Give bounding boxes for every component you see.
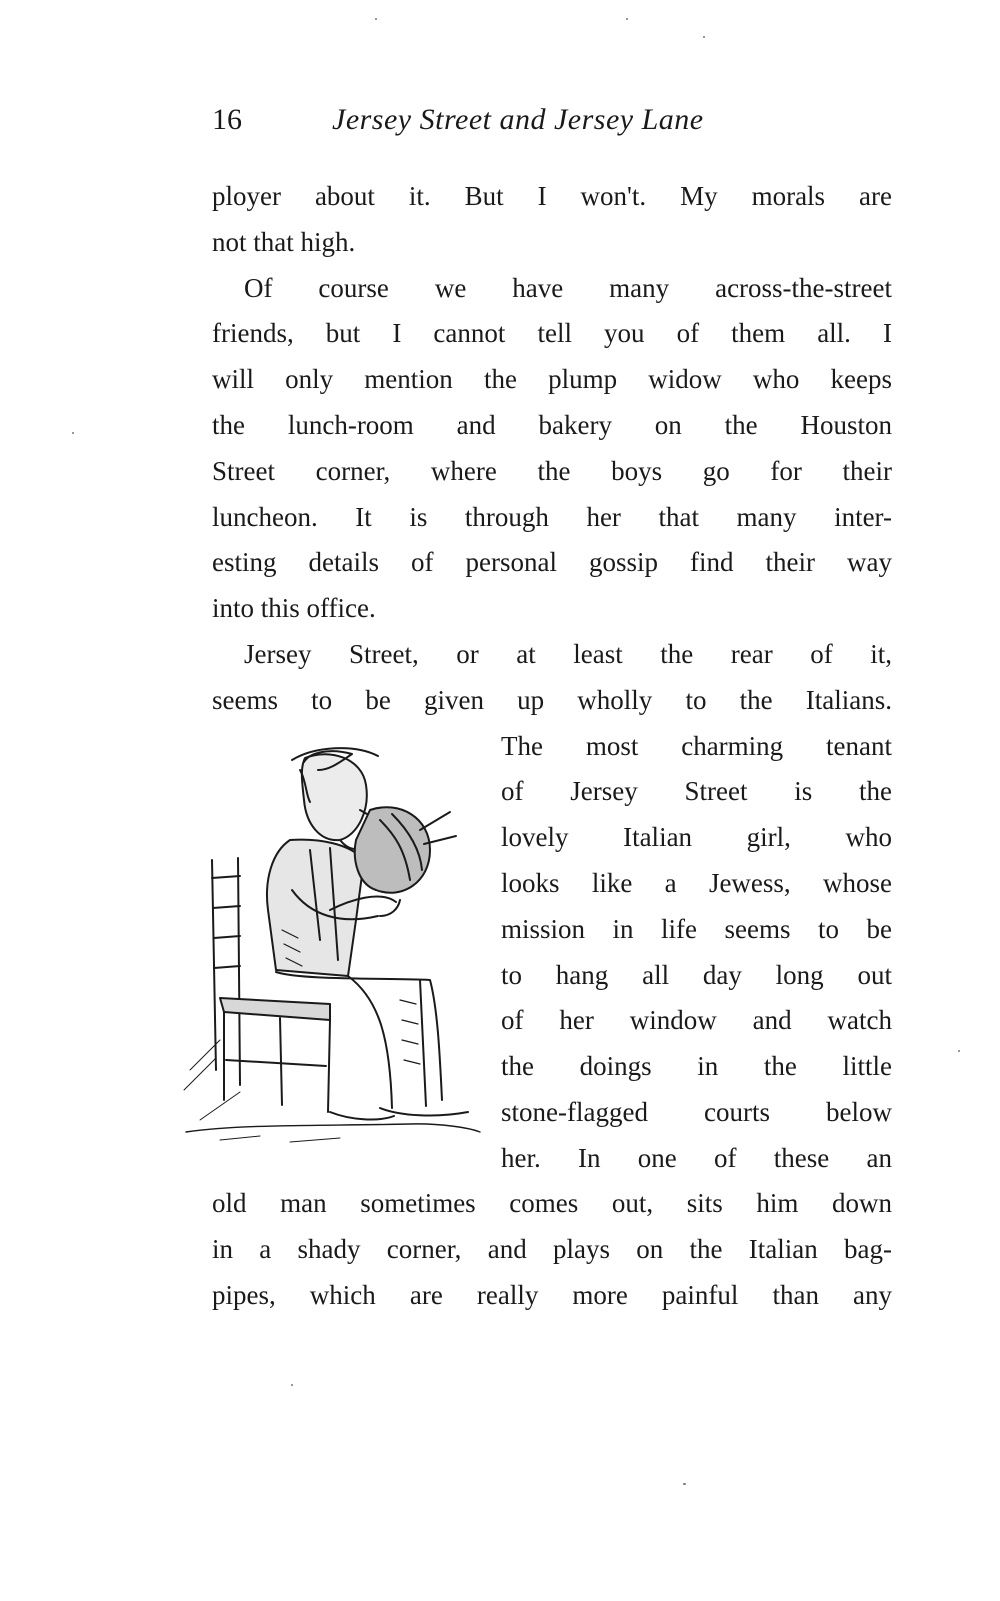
text-line: lovely Italian girl, who	[501, 822, 892, 852]
text-line: friends, but I cannot tell you of them all. I	[212, 318, 892, 348]
page-speck	[626, 18, 628, 20]
text-line: The most charming tenant	[501, 731, 892, 761]
page-speck	[72, 432, 74, 434]
text-line: her. In one of these an	[501, 1143, 892, 1173]
running-title: Jersey Street and Jersey Lane	[332, 103, 704, 136]
text-line: Street corner, where the boys go for their	[212, 456, 892, 486]
text-line: seems to be given up wholly to the Italians.	[212, 685, 892, 715]
text-line: will only mention the plump widow who keeps	[212, 364, 892, 394]
text-line: to hang all day long out	[501, 960, 892, 990]
text-line: the doings in the little	[501, 1051, 892, 1081]
text-line: mission in life seems to be	[501, 914, 892, 944]
text-line: luncheon. It is through her that many inter-	[212, 502, 892, 532]
text-line: into this office.	[212, 593, 376, 623]
text-line: pipes, which are really more painful than any	[212, 1280, 892, 1310]
text-line: of her window and watch	[501, 1005, 892, 1035]
text-line: old man sometimes comes out, sits him down	[212, 1188, 892, 1218]
illustration-old-man-with-bagpipes	[180, 740, 490, 1160]
page-speck	[703, 36, 705, 38]
text-line: in a shady corner, and plays on the Italian bag-	[212, 1234, 892, 1264]
text-line: ployer about it. But I won't. My morals are	[212, 181, 892, 211]
page-speck	[375, 18, 377, 20]
text-line: Of course we have many across-the-street	[244, 273, 892, 303]
text-line: looks like a Jewess, whose	[501, 868, 892, 898]
page-header	[212, 103, 802, 147]
text-line: stone-flagged courts below	[501, 1097, 892, 1127]
text-line: of Jersey Street is the	[501, 776, 892, 806]
page-speck	[683, 1483, 686, 1485]
text-line: the lunch-room and bakery on the Houston	[212, 410, 892, 440]
page-speck	[291, 1384, 293, 1386]
page-number: 16	[212, 103, 242, 136]
page-speck	[958, 1050, 960, 1052]
text-line: Jersey Street, or at least the rear of it,	[244, 639, 892, 669]
text-line: not that high.	[212, 227, 356, 257]
text-line: esting details of personal gossip find their way	[212, 547, 892, 577]
